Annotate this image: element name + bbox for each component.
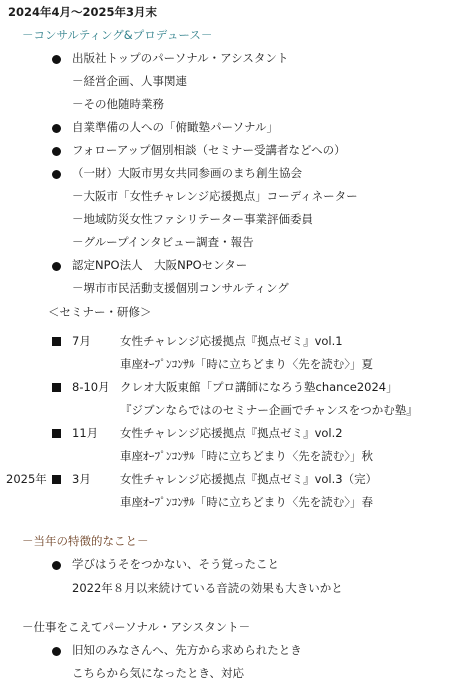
seminar-date: 8-10月 — [72, 380, 110, 394]
seminar-date: 3月 — [72, 472, 91, 486]
personal-subtext: こちらから気になったとき、対応 — [72, 666, 245, 680]
seminar-year: 2025年 — [6, 472, 47, 486]
item-osaka-sub2: －地域防災女性ファシリテーター事業評価委員 — [72, 212, 314, 226]
square-bullet-icon — [52, 337, 61, 346]
feature-subtext: 2022年８月以来続けている音読の効果も大きいかと — [72, 581, 343, 595]
item-osaka-sub3: －グループインタビュー調査・報告 — [72, 235, 254, 249]
bullet-icon — [52, 55, 61, 64]
seminar-title: クレオ大阪東館「プロ講師になろう塾chance2024」 — [120, 380, 398, 394]
seminar-title: 女性チャレンジ応援拠点『拠点ゼミ』vol.1 — [120, 334, 343, 348]
period-heading: 2024年4月～2025年3月末 — [8, 5, 158, 19]
seminar-date: 11月 — [72, 426, 99, 440]
seminar-subtitle: 車座ｵｰﾌﾟﾝｺﾝｻﾙ「時に立ちどまり〈先を読む〉」春 — [120, 495, 373, 509]
section-title-features: －当年の特徴的なこと－ — [22, 534, 149, 548]
item-osaka-sub1: －大阪市「女性チャレンジ応援拠点」コーディネーター — [72, 189, 358, 203]
bullet-icon — [52, 647, 61, 656]
bullet-icon — [52, 561, 61, 570]
item-assistant-sub1: －経営企画、人事関連 — [72, 74, 187, 88]
square-bullet-icon — [52, 429, 61, 438]
seminar-heading: ＜セミナー・研修＞ — [48, 305, 152, 319]
seminar-title: 女性チャレンジ応援拠点『拠点ゼミ』vol.2 — [120, 426, 343, 440]
square-bullet-icon — [52, 383, 61, 392]
item-assistant-sub2: －その他随時業務 — [72, 97, 164, 111]
bullet-icon — [52, 147, 61, 156]
bullet-icon — [52, 124, 61, 133]
feature-text: 学びはうそをつかない、そう覚ったこと — [72, 557, 279, 571]
bullet-icon — [52, 262, 61, 271]
item-fukanjuku: 自業準備の人への「俯瞰塾パーソナル」 — [72, 120, 278, 134]
seminar-subtitle: 車座ｵｰﾌﾟﾝｺﾝｻﾙ「時に立ちどまり〈先を読む〉」夏 — [120, 357, 373, 371]
personal-text: 旧知のみなさんへ、先方から求められたとき — [72, 643, 302, 657]
seminar-date: 7月 — [72, 334, 91, 348]
section-title-personal: －仕事をこえてパーソナル・アシスタント－ — [22, 620, 251, 634]
seminar-subtitle: 『ジブンならではのセミナー企画でチャンスをつかむ塾』 — [120, 403, 418, 417]
item-npo-sub1: －堺市市民活動支援個別コンサルティング — [72, 281, 289, 295]
square-bullet-icon — [52, 475, 61, 484]
seminar-title: 女性チャレンジ応援拠点『拠点ゼミ』vol.3（完） — [120, 472, 378, 486]
item-followup: フォローアップ個別相談（セミナー受講者などへの） — [72, 143, 346, 157]
bullet-icon — [52, 170, 61, 179]
seminar-subtitle: 車座ｵｰﾌﾟﾝｺﾝｻﾙ「時に立ちどまり〈先を読む〉」秋 — [120, 449, 373, 463]
item-assistant: 出版社トップのパーソナル・アシスタント — [72, 51, 289, 65]
item-osaka-association: （一財）大阪市男女共同参画のまち創生協会 — [72, 166, 302, 180]
item-npo: 認定NPO法人 大阪NPOセンター — [72, 258, 248, 272]
section-title-consulting: －コンサルティング&プロデュース－ — [22, 28, 213, 42]
